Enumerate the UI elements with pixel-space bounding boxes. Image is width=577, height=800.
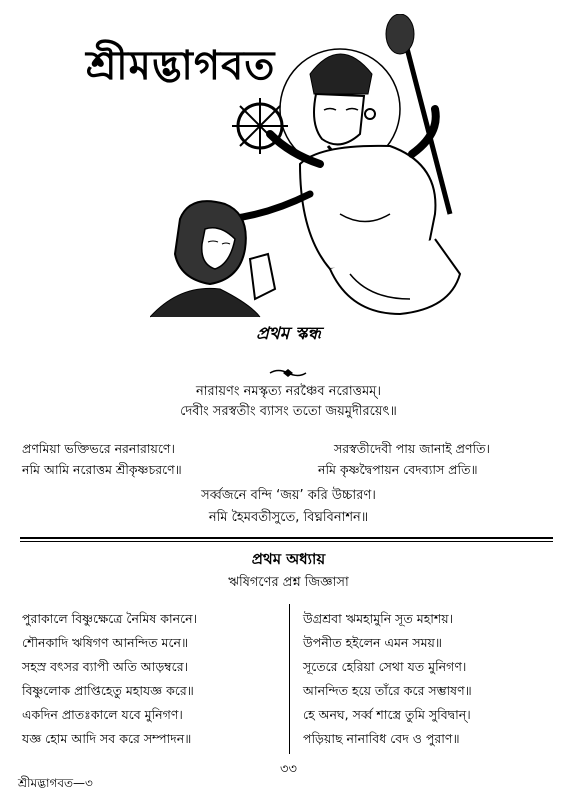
sanskrit-verse-line-1: নারায়ণং নমস্কৃত্য নরঞ্চৈব নরোত্তমম্। (195, 384, 382, 399)
section-rule-bottom (20, 541, 553, 542)
verse-line: বিষ্ণুলোক প্রাপ্তিহেতু মহাযজ্ঞ করে॥ (22, 683, 194, 698)
invocation-right-1: সরস্বতীদেবী পায় জানাই প্রণতি। (334, 441, 490, 456)
verses-right-column (303, 607, 472, 751)
page-number: ৩৩ (280, 762, 297, 777)
verse-line: উগ্রশ্রবা ঋমহামুনি সূত মহাশয়। (303, 611, 454, 626)
verse-line: পড়িয়াছ নানাবিধ বেদ ও পুরাণ॥ (303, 731, 460, 746)
verses-left-column (22, 607, 197, 751)
verse-line: একদিন প্রাতঃকালে যবে মুনিগণ। (22, 707, 183, 722)
verse-line: হে অনঘ, সর্ব্ব শাস্ত্রে তুমি সুবিদ্বান্। (303, 707, 471, 722)
invocation-left-1: প্রণমিয়া ভক্তিভরে নরনারায়ণে। (22, 441, 175, 456)
skandha-heading: প্রথম স্কন্ধ (256, 324, 321, 344)
section-rule-top (20, 537, 553, 539)
verse-line: সহস্র বৎসর ব্যাপী অতি আড়ম্বরে। (22, 659, 189, 674)
verse-line: যজ্ঞ হোম আদি সব করে সম্পাদন॥ (22, 731, 192, 746)
invocation-right-2: নমি কৃষ্ণদ্বৈপায়ন বেদব্যাস প্রতি॥ (318, 462, 478, 477)
ornament-divider (268, 366, 308, 380)
chapter-title: প্রথম অধ্যায় (251, 550, 326, 568)
verse-line: পুরাকালে বিষ্ণুক্ষেত্রে নৈমিষ কাননে। (22, 611, 198, 626)
deity-illustration (150, 14, 470, 319)
verse-line: আনন্দিত হয়ে তাঁরে করে সম্ভাষণ॥ (303, 683, 472, 698)
column-divider (289, 604, 290, 754)
book-title: শ্রীমদ্ভাগবত (86, 42, 276, 89)
sanskrit-verse-line-2: দেবীং সরস্বতীং ব্যাসং ততো জয়মুদীরয়েৎ॥ (180, 404, 397, 419)
verse-line: শৌনকাদি ঋষিগণ আনন্দিত মনে॥ (22, 635, 189, 650)
chapter-subtitle: ঋষিগণের প্রশ্ন জিজ্ঞাসা (228, 575, 349, 590)
verse-line: উপনীত হইলেন এমন সময়॥ (303, 635, 442, 650)
invocation-left-2: নমি আমি নরোত্তম শ্রীকৃষ্ণচরণে॥ (22, 462, 182, 477)
verse-line: সূতেরে হেরিয়া সেথা যত মুনিগণ। (303, 659, 467, 674)
footer-signature: শ্রীমদ্ভাগবত—৩ (18, 776, 93, 790)
invocation-center-1: সর্ব্বজনে বন্দি ‘জয়’ করি উচ্চারণ। (201, 488, 376, 503)
invocation-center-2: নমি হৈমবতীসুতে, বিঘ্নবিনাশন॥ (208, 510, 369, 525)
